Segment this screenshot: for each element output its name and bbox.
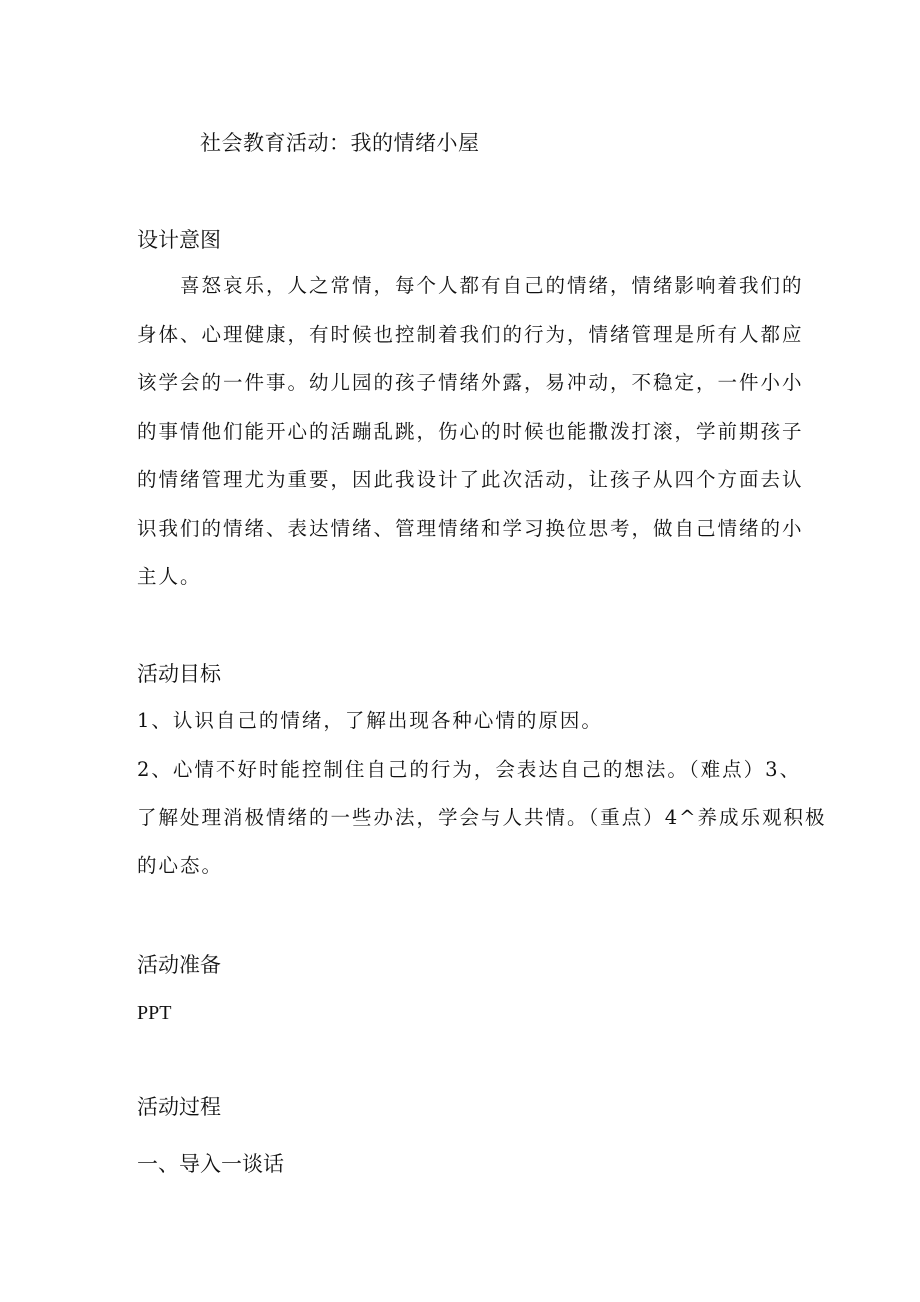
preparation-text: PPT <box>137 1002 172 1024</box>
subsection-heading-intro: 一、导入一谈话 <box>137 1152 284 1176</box>
section-heading-design-intent: 设计意图 <box>137 228 221 252</box>
goal-line: 的心态。 <box>137 854 224 877</box>
paragraph-line: 识我们的情绪、表达情绪、管理情绪和学习换位思考，做自己情绪的小 <box>137 517 804 540</box>
paragraph-line: 的事情他们能开心的活蹦乱跳，伤心的时候也能撒泼打滚，学前期孩子 <box>137 420 804 443</box>
document-title: 社会教育活动：我的情绪小屋 <box>200 131 480 155</box>
section-heading-goals: 活动目标 <box>137 662 221 686</box>
paragraph-line: 喜怒哀乐，人之常情，每个人都有自己的情绪，情绪影响着我们的 <box>180 274 804 297</box>
goal-line: 2、心情不好时能控制住自己的行为，会表达自己的想法。（难点）3、 <box>137 758 802 781</box>
goal-line: 1、认识自己的情绪，了解出现各种心情的原因。 <box>137 709 603 732</box>
paragraph-line: 该学会的一件事。幼儿园的孩子情绪外露，易冲动，不稳定，一件小小 <box>137 371 804 394</box>
goal-line: 了解处理消极情绪的一些办法，学会与人共情。（重点）4^养成乐观积极 <box>137 806 827 829</box>
section-heading-process: 活动过程 <box>137 1095 221 1119</box>
section-heading-preparation: 活动准备 <box>137 953 221 977</box>
paragraph-line: 的情绪管理尤为重要，因此我设计了此次活动，让孩子从四个方面去认 <box>137 468 804 491</box>
paragraph-line: 身体、心理健康，有时候也控制着我们的行为，情绪管理是所有人都应 <box>137 323 804 346</box>
paragraph-line: 主人。 <box>137 565 202 588</box>
